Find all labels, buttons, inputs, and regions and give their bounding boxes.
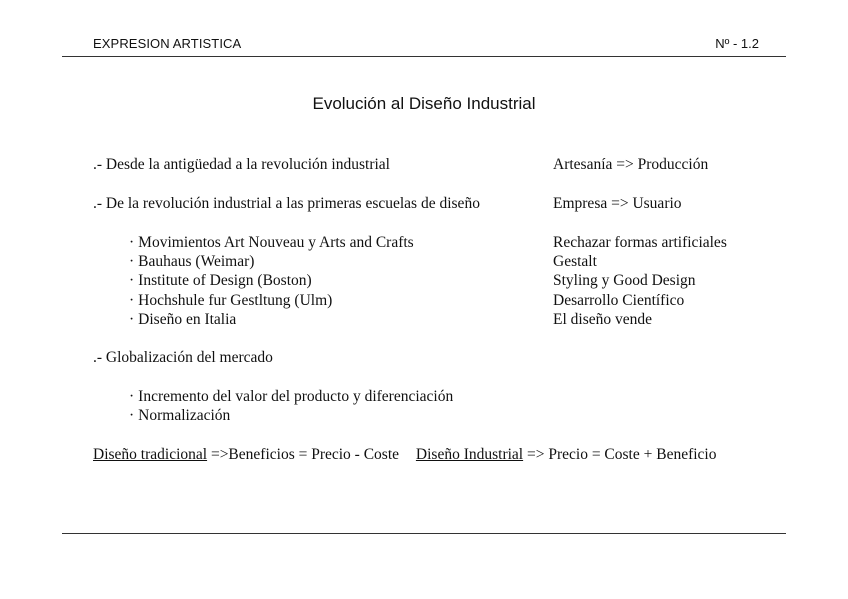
list-item bbox=[129, 292, 332, 310]
bullet-icon: · bbox=[129, 388, 135, 405]
header-divider bbox=[62, 56, 786, 57]
section-3-heading: .- Globalización del mercado bbox=[93, 349, 273, 366]
list-item bbox=[129, 272, 312, 290]
traditional-design-label: Diseño tradicional bbox=[93, 446, 208, 463]
list-item-note: Styling y Good Design bbox=[553, 272, 696, 289]
list-item bbox=[129, 253, 254, 271]
list-item-text: Diseño en Italia bbox=[138, 311, 237, 328]
industrial-design-label: Diseño Industrial bbox=[415, 446, 524, 463]
bullet-icon: · bbox=[129, 292, 135, 309]
list-item-note: El diseño vende bbox=[553, 311, 653, 328]
section-2-heading: .- De la revolución industrial a las primeras escuelas de diseño bbox=[93, 195, 480, 212]
list-item-note: Desarrollo Científico bbox=[553, 292, 685, 309]
list-item-text: Movimientos Art Nouveau y Arts and Crafts bbox=[138, 234, 414, 251]
traditional-design-formula: =>Beneficios = Precio - Coste bbox=[210, 446, 400, 463]
list-item bbox=[129, 311, 236, 329]
list-item-text: Institute of Design (Boston) bbox=[138, 272, 312, 289]
bullet-icon: · bbox=[129, 253, 135, 270]
bullet-icon: · bbox=[129, 311, 135, 328]
list-item-text: Bauhaus (Weimar) bbox=[138, 253, 255, 270]
list-item bbox=[129, 407, 230, 425]
bullet-icon: · bbox=[129, 272, 135, 289]
section-2-note: Empresa => Usuario bbox=[553, 195, 682, 212]
section-1-note: Artesanía => Producción bbox=[553, 156, 709, 173]
formula-line bbox=[93, 446, 716, 464]
list-item bbox=[129, 234, 414, 252]
list-item-text: Incremento del valor del producto y diferenciación bbox=[138, 388, 454, 405]
footer-divider bbox=[62, 533, 786, 534]
header-subject: EXPRESION ARTISTICA bbox=[93, 36, 242, 51]
page-title: Evolución al Diseño Industrial bbox=[312, 94, 536, 113]
section-1-heading: .- Desde la antigüedad a la revolución industrial bbox=[93, 156, 390, 173]
list-item-text: Hochshule fur Gestltung (Ulm) bbox=[138, 292, 333, 309]
bullet-icon: · bbox=[129, 234, 135, 251]
bullet-icon: · bbox=[129, 407, 135, 424]
list-item bbox=[129, 388, 453, 406]
industrial-design-formula: => Precio = Coste + Beneficio bbox=[526, 446, 717, 463]
list-item-text: Normalización bbox=[138, 407, 231, 424]
header-page-number: Nº - 1.2 bbox=[715, 36, 759, 51]
list-item-note: Rechazar formas artificiales bbox=[553, 234, 727, 251]
list-item-note: Gestalt bbox=[553, 253, 597, 270]
